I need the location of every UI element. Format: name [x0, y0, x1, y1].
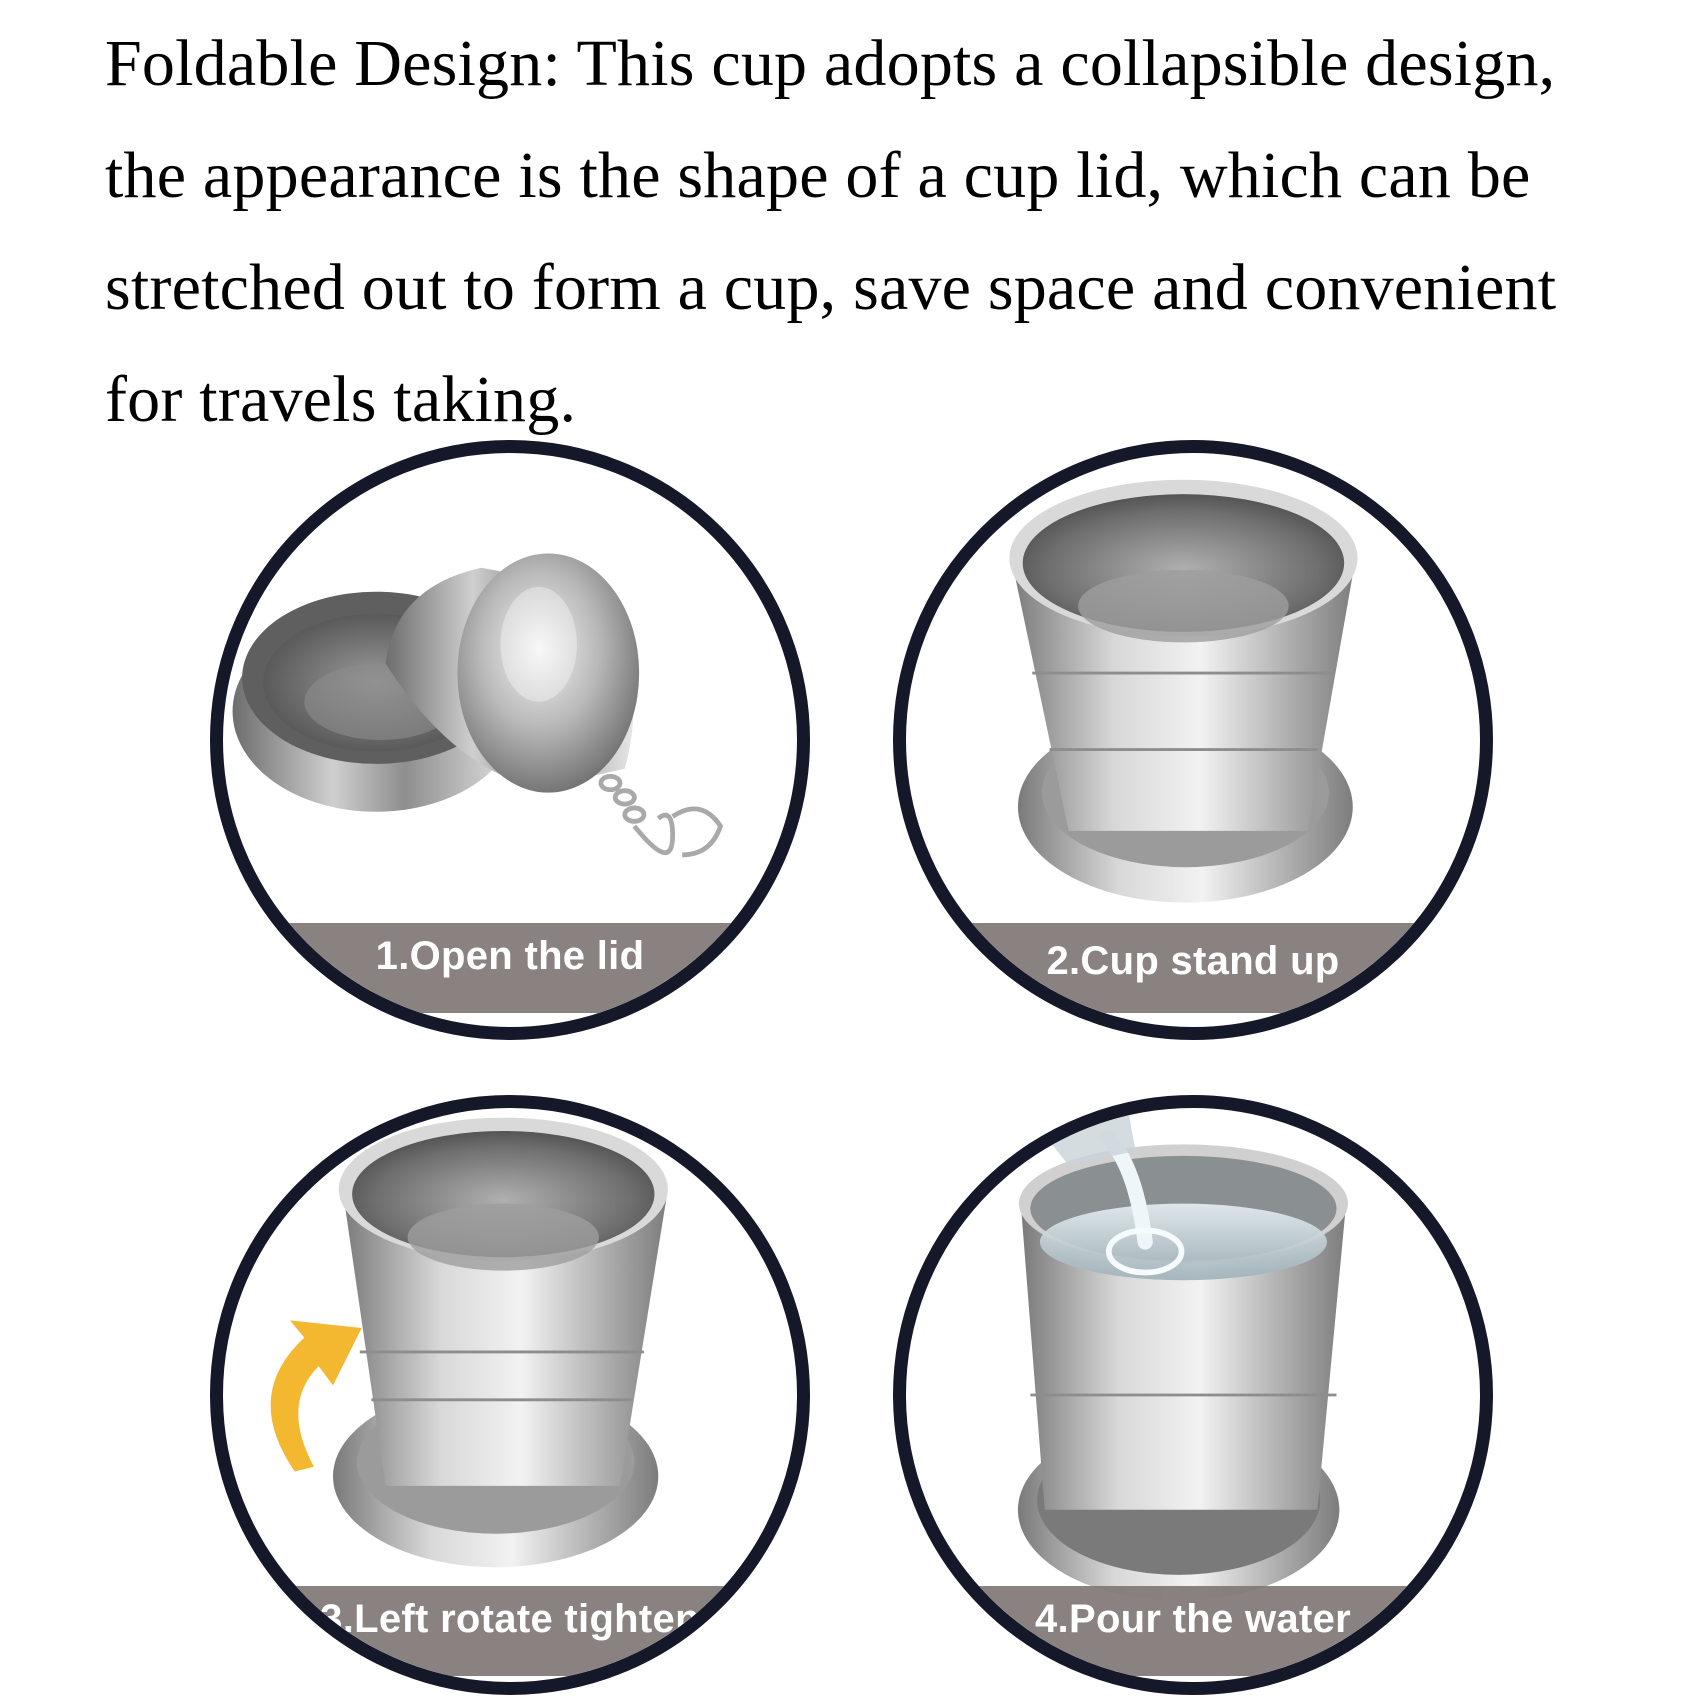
step-2-circle: [893, 440, 1493, 1040]
intro-line-1: Foldable Design: This cup adopts a collapsible design,: [105, 27, 1556, 100]
step-4-caption: 4.Pour the water: [1035, 1597, 1351, 1641]
step-4-circle: [893, 1095, 1493, 1695]
step-3-caption: 3.Left rotate tighten: [320, 1597, 700, 1641]
intro-text: [105, 8, 1665, 456]
intro-line-4: for travels taking.: [105, 363, 577, 436]
intro-line-2: the appearance is the shape of a cup lid, which can be: [105, 139, 1531, 212]
step-2-caption: 2.Cup stand up: [1046, 939, 1340, 983]
step-1-circle: [210, 440, 810, 1040]
step-1-caption: 1.Open the lid: [375, 934, 645, 978]
intro-line-3: stretched out to form a cup, save space and convenient: [105, 251, 1557, 324]
step-3-circle: [210, 1095, 810, 1695]
